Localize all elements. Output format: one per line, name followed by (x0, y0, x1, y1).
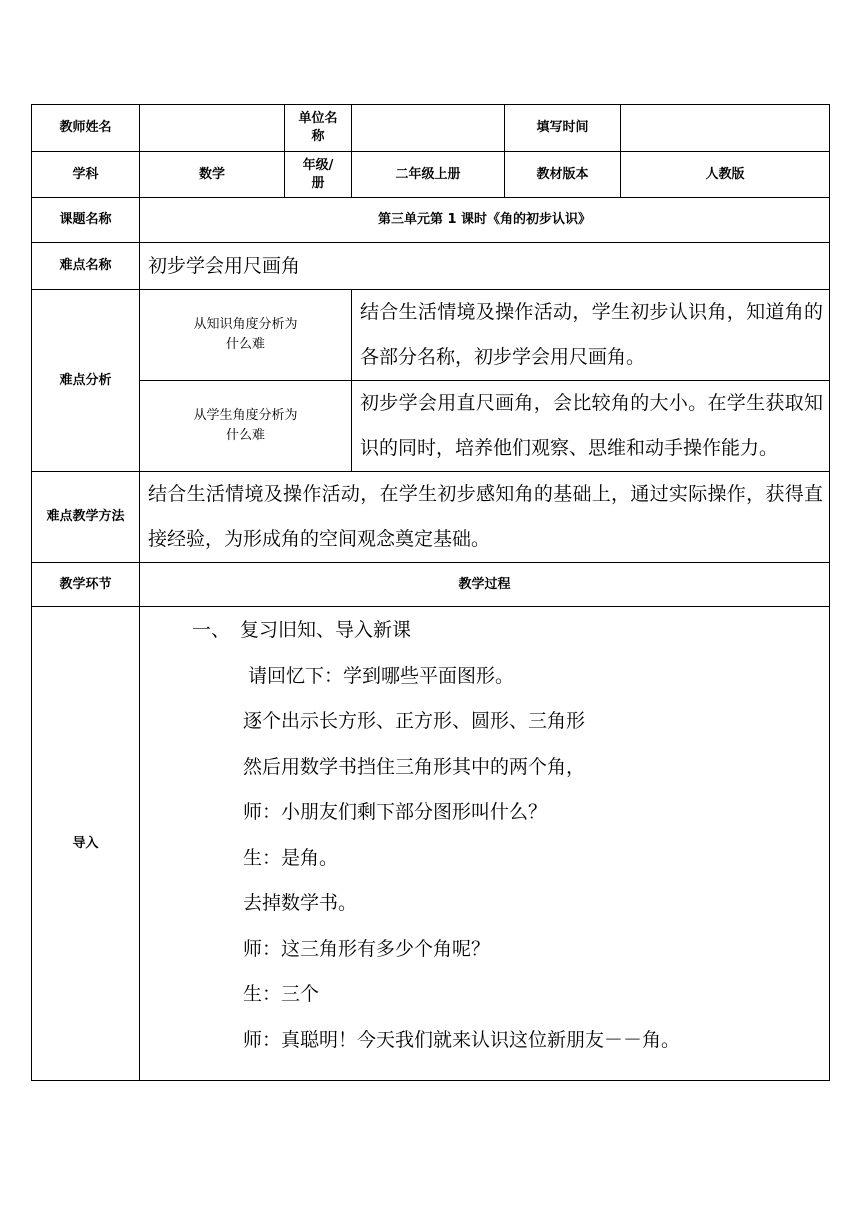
student-angle-label-line1: 从学生角度分析为 (193, 408, 298, 423)
intro-line: 生：三个 (243, 983, 320, 1005)
difficulty-name-value: 初步学会用尺画角 (140, 243, 830, 290)
unit-name-value[interactable] (352, 105, 505, 152)
intro-line: 师：真聪明！今天我们就来认识这位新朋友－－角。 (243, 1028, 681, 1051)
grade-label-line2: 册 (311, 175, 325, 191)
unit-name-label (285, 105, 352, 152)
intro-line: 师：小朋友们剩下部分图形叫什么？ (243, 801, 548, 823)
topic-value: 第三单元第 1 课时《角的初步认识》 (140, 198, 830, 243)
student-angle-label (140, 381, 352, 472)
lesson-plan-table (31, 104, 830, 1081)
teaching-stage-header: 教学环节 (32, 563, 140, 607)
intro-heading-number: 一、 (192, 619, 231, 641)
knowledge-angle-text: 结合生活情境及操作活动，学生初步认识角，知道角的各部分名称，初步学会用尺画角。 (352, 290, 830, 381)
intro-process (140, 607, 830, 1081)
intro-heading-text: 复习旧知、导入新课 (240, 619, 412, 641)
unit-name-label-line2: 称 (311, 129, 325, 144)
intro-line: 请回忆下：学到哪些平面图形。 (248, 664, 515, 687)
teaching-method-text: 结合生活情境及操作活动，在学生初步感知角的基础上，通过实际操作，获得直接经验，为形成角的空间观念奠定基础。 (140, 472, 830, 563)
difficulty-analysis-label: 难点分析 (32, 290, 140, 472)
row-teaching-method (32, 472, 830, 563)
student-angle-label-line2: 什么难 (225, 428, 265, 443)
row-intro (32, 607, 830, 1081)
edition-value: 人教版 (621, 152, 830, 198)
row-analysis-knowledge (32, 290, 830, 381)
teaching-process-header: 教学过程 (140, 563, 830, 607)
grade-label (285, 152, 352, 198)
grade-label-line1: 年级/ (302, 157, 334, 173)
intro-line: 然后用数学书挡住三角形其中的两个角， (243, 755, 586, 778)
row-difficulty-name (32, 243, 830, 290)
intro-line: 生：是角。 (243, 846, 339, 869)
intro-heading (140, 607, 829, 654)
knowledge-angle-label (140, 290, 352, 381)
student-angle-text: 初步学会用直尺画角，会比较角的大小。在学生获取知识的同时，培养他们观察、思维和动手操作能力。 (352, 381, 830, 472)
row-topic (32, 198, 830, 243)
row-section-header (32, 563, 830, 607)
teaching-method-label: 难点教学方法 (32, 472, 140, 563)
unit-name-label-line1: 单位名 (298, 111, 338, 126)
intro-line: 师：这三角形有多少个角呢？ (243, 937, 491, 960)
row-subject-info (32, 152, 830, 198)
knowledge-angle-label-line1: 从知识角度分析为 (193, 317, 298, 332)
difficulty-name-label: 难点名称 (32, 243, 140, 290)
grade-value: 二年级上册 (352, 152, 505, 198)
subject-value: 数学 (140, 152, 285, 198)
topic-label: 课题名称 (32, 198, 140, 243)
intro-stage-label: 导入 (32, 607, 140, 1081)
knowledge-angle-label-line2: 什么难 (225, 337, 265, 352)
teacher-name-label: 教师姓名 (32, 105, 140, 152)
intro-line: 去掉数学书。 (243, 892, 358, 914)
subject-label: 学科 (32, 152, 140, 198)
fill-date-label: 填写时间 (505, 105, 621, 152)
row-analysis-student (32, 381, 830, 472)
edition-label: 教材版本 (505, 152, 621, 198)
fill-date-value[interactable] (621, 105, 830, 152)
teacher-name-value[interactable] (140, 105, 285, 152)
row-teacher-info (32, 105, 830, 152)
intro-line: 逐个出示长方形、正方形、圆形、三角形 (243, 710, 586, 732)
